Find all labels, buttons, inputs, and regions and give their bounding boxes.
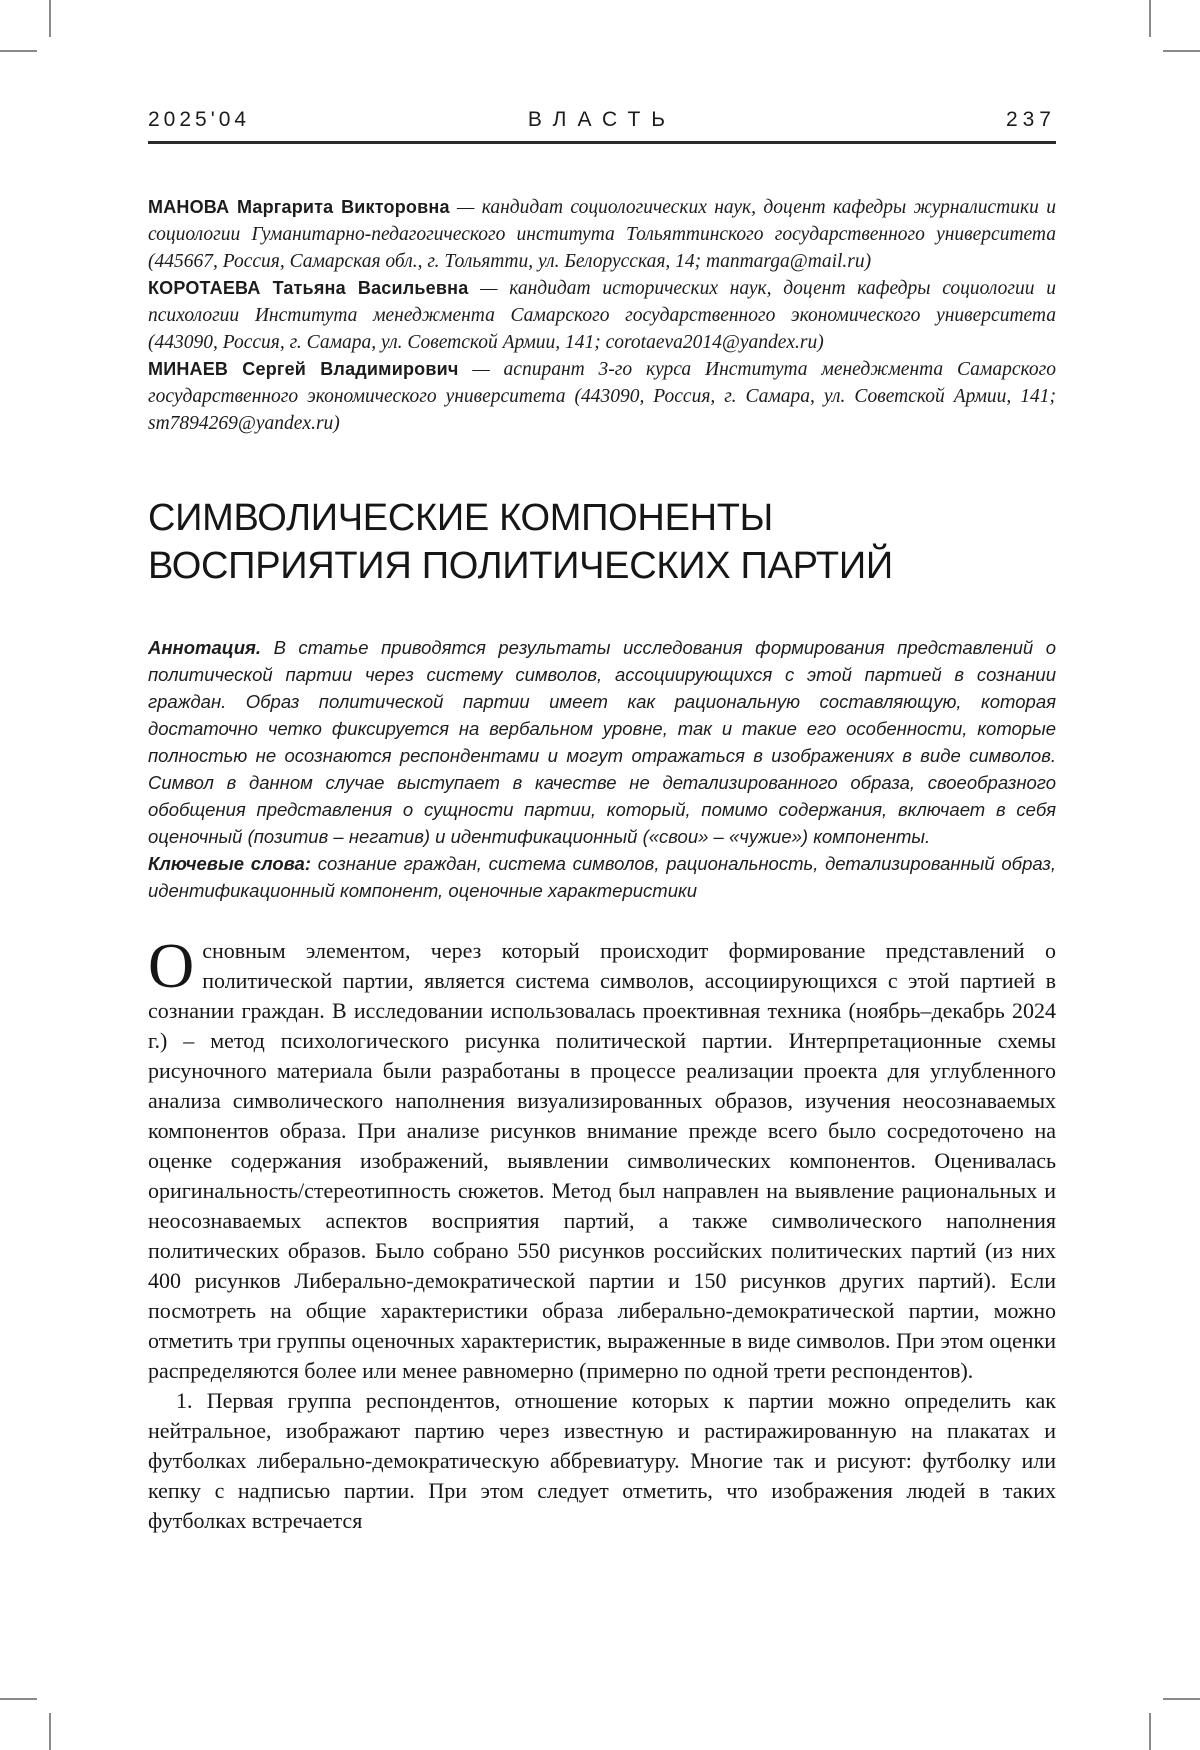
author-affiliation: — кандидат социологических наук, доцент кафедры журналистики и социологии Гуманитарно-педагогического института Тольяттинского государственного университета (445667, Россия, Самарская обл., г. Тольятти, ул. Белорусская, 14; manmarga@mail.ru): [148, 197, 1056, 272]
abstract-paragraph: [148, 634, 1056, 850]
crop-mark-bottom-right-horizontal: [1163, 1698, 1200, 1700]
journal-title: ВЛАСТЬ: [527, 108, 677, 131]
crop-mark-top-right-vertical: [1149, 0, 1151, 37]
abstract-text: В статье приводятся результаты исследования формирования представлений о политической партии через систему символов, ассоциирующихся с этой партией в сознании граждан. Образ политической партии имеет как рациональную составляющую, которая достаточно четко фиксируется на вербальном уровне, так и такие его особенности, которые полностью не осознаются респондентами и могут отражаться в изображениях в виде символов. Символ в данном случае выступает в качестве не детализированного образа, своеобразного обобщения представления о сущности партии, который, помимо содержания, включает в себя оценочный (позитив – негатив) и идентификационный («свои» – «чужие») компоненты.: [148, 637, 1056, 847]
crop-mark-bottom-right-vertical: [1149, 1713, 1151, 1750]
drop-cap: О: [148, 930, 195, 1001]
abstract-label: Аннотация.: [148, 637, 262, 658]
author-name: МИНАЕВ Сергей Владимирович: [148, 359, 459, 379]
issue-number: 2025'04: [148, 108, 251, 131]
author-affiliation: — аспирант 3-го курса Института менеджмента Самарского государственного экономического университета (443090, Россия, г. Самара, ул. Советской Армии, 141; sm7894269@yandex.ru): [148, 359, 1056, 434]
abstract-block: [148, 634, 1056, 904]
running-head: [148, 108, 1056, 144]
crop-mark-bottom-left-horizontal: [0, 1698, 37, 1700]
author-name: МАНОВА Маргарита Викторовна: [148, 197, 450, 217]
keywords-label: Ключевые слова:: [148, 853, 312, 874]
crop-mark-top-right-horizontal: [1163, 50, 1200, 52]
author-entry: [148, 356, 1056, 437]
page-number: 237: [1005, 108, 1056, 131]
article-title-line2: ВОСПРИЯТИЯ ПОЛИТИЧЕСКИХ ПАРТИЙ: [148, 545, 893, 587]
article-title: [148, 494, 1056, 590]
crop-mark-top-left-horizontal: [0, 50, 37, 52]
authors-block: [148, 194, 1056, 437]
body-paragraph-1-text: сновным элементом, через который происходит формирование представлений о политической партии, является система символов, ассоциирующихся с этой партией в сознании граждан. В исследовании использовалась проективная техника (ноябрь–декабрь 2024 г.) – метод психологического рисунка политической партии. Интерпретационные схемы рисуночного материала были разработаны в процессе реализации проекта для углубленного анализа символического наполнения визуализированных образов, изучения неосознаваемых компонентов образа. При анализе рисунков внимание прежде всего было сосредоточено на оценке содержания изображений, выявлении символических компонентов. Оценивалась оригинальность/стереотипность сюжетов. Метод был направлен на выявление рациональных и неосознаваемых аспектов восприятия партий, а также символического наполнения политических образов. Было собрано 550 рисунков российских политических партий (из них 400 рисунков Либерально-демократической партии и 150 рисунков других партий). Если посмотреть на общие характеристики образа либерально-демократической партии, можно отметить три группы оценочных характеристик, выраженные в виде символов. При этом оценки распределяются более или менее равномерно (примерно по одной трети респондентов).: [148, 938, 1056, 1383]
body-paragraph-1: [148, 930, 1056, 1386]
author-entry: [148, 194, 1056, 275]
author-entry: [148, 275, 1056, 356]
keywords-paragraph: [148, 850, 1056, 904]
author-affiliation: — кандидат исторических наук, доцент кафедры социологии и психологии Института менеджмента Самарского государственного экономического университета (443090, Россия, г. Самара, ул. Советской Армии, 141; corotaeva2014@yandex.ru): [148, 278, 1056, 353]
body-paragraph-2: 1. Первая группа респондентов, отношение которых к партии можно определить как нейтральное, изображают партию через известную и растиражированную на плакатах и футболках либерально-демократическую аббревиатуру. Многие так и рисуют: футболку или кепку с надписью партии. При этом следует отметить, что изображения людей в таких футболках встречается: [148, 1388, 1056, 1533]
article-title-line1: СИМВОЛИЧЕСКИЕ КОМПОНЕНТЫ: [148, 497, 774, 539]
keywords-text: сознание граждан, система символов, рациональность, детализированный образ, идентификационный компонент, оценочные характеристики: [148, 853, 1056, 901]
crop-mark-top-left-vertical: [49, 0, 51, 37]
author-name: КОРОТАЕВА Татьяна Васильевна: [148, 278, 469, 298]
crop-mark-bottom-left-vertical: [49, 1713, 51, 1750]
article-body: [148, 930, 1056, 1536]
